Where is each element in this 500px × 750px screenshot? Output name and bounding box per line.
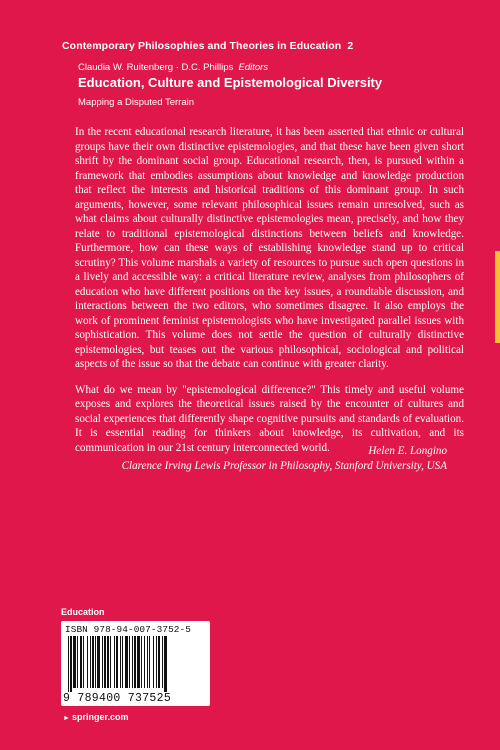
blurb-paragraph: In the recent educational research literature, it has been asserted that ethnic or cultural groups have their own distinctive epistemologies, and that these have been given short shrift by the dominant social group. Educational research, then, is pursued within a framework that embodies assumptions about knowledge and knowledge production that reflect the interests and historical traditions of this dominant group. In such arguments, however, some relevant philosophical issues remain unresolved, such as what claims about culturally distinctive epistemologies mean, precisely, and how they relate to traditional epistemological distinctions between beliefs and knowledge. Furthermore, how can these ways of establishing knowledge stand up to critical scrutiny? This volume marshals a variety of resources to pursue such open questions in a lively and accessible way: a critical literature review, analyses from philosophers of education who have different positions on the key issues, a roundtable discussion, and interactions between the two editors, who sometimes disagree. It also employs the work of prominent feminist epistemologists who have investigated parallel issues with sophistication. This volume does not settle the question of culturally distinctive epistemologies, but teases out the various philosophical, sociological and political aspects of the issue so that the debate can continue with greater clarity.: [75, 126, 464, 370]
publisher-url: springer.com: [71, 712, 129, 722]
book-title: Education, Culture and Epistemological Diversity: [78, 75, 383, 90]
book-subtitle: Mapping a Disputed Terrain: [78, 97, 195, 108]
publisher-link[interactable]: [63, 712, 128, 722]
barcode-number: 9 789400 737525: [63, 692, 172, 705]
endorsement-signature: [47, 444, 447, 474]
endorser-name: Helen E. Longino: [368, 445, 447, 457]
endorser-title: Clarence Irving Lewis Professor in Philosophy, Stanford University, USA: [121, 460, 447, 472]
series-name: Contemporary Philosophies and Theories in Education: [62, 40, 342, 52]
barcode-bars: [68, 636, 204, 692]
back-cover-blurb: [75, 125, 464, 466]
editors-role: Editors: [238, 62, 269, 73]
editors-line: [78, 62, 268, 73]
blurb-paragraph: What do we mean by "epistemological difference?" This timely and useful volume exposes and explores the theoretical issues raised by the encounter of cultures and social experiences that differently shape cognitive pursuits and standards of evaluation. It is essential reading for thinkers about knowledge, its cultivation, and its communication in our 21st century interconnected world.: [75, 383, 464, 454]
series-title: [62, 40, 353, 52]
barcode-box: [61, 621, 210, 706]
isbn-label: ISBN 978-94-007-3752-5: [65, 624, 191, 635]
accent-bar: [495, 251, 500, 343]
arrow-right-icon: ►: [63, 715, 70, 722]
subject-category: Education: [61, 607, 105, 617]
editor-names: Claudia W. Ruitenberg · D.C. Phillips: [78, 62, 234, 73]
series-number: 2: [347, 40, 354, 52]
